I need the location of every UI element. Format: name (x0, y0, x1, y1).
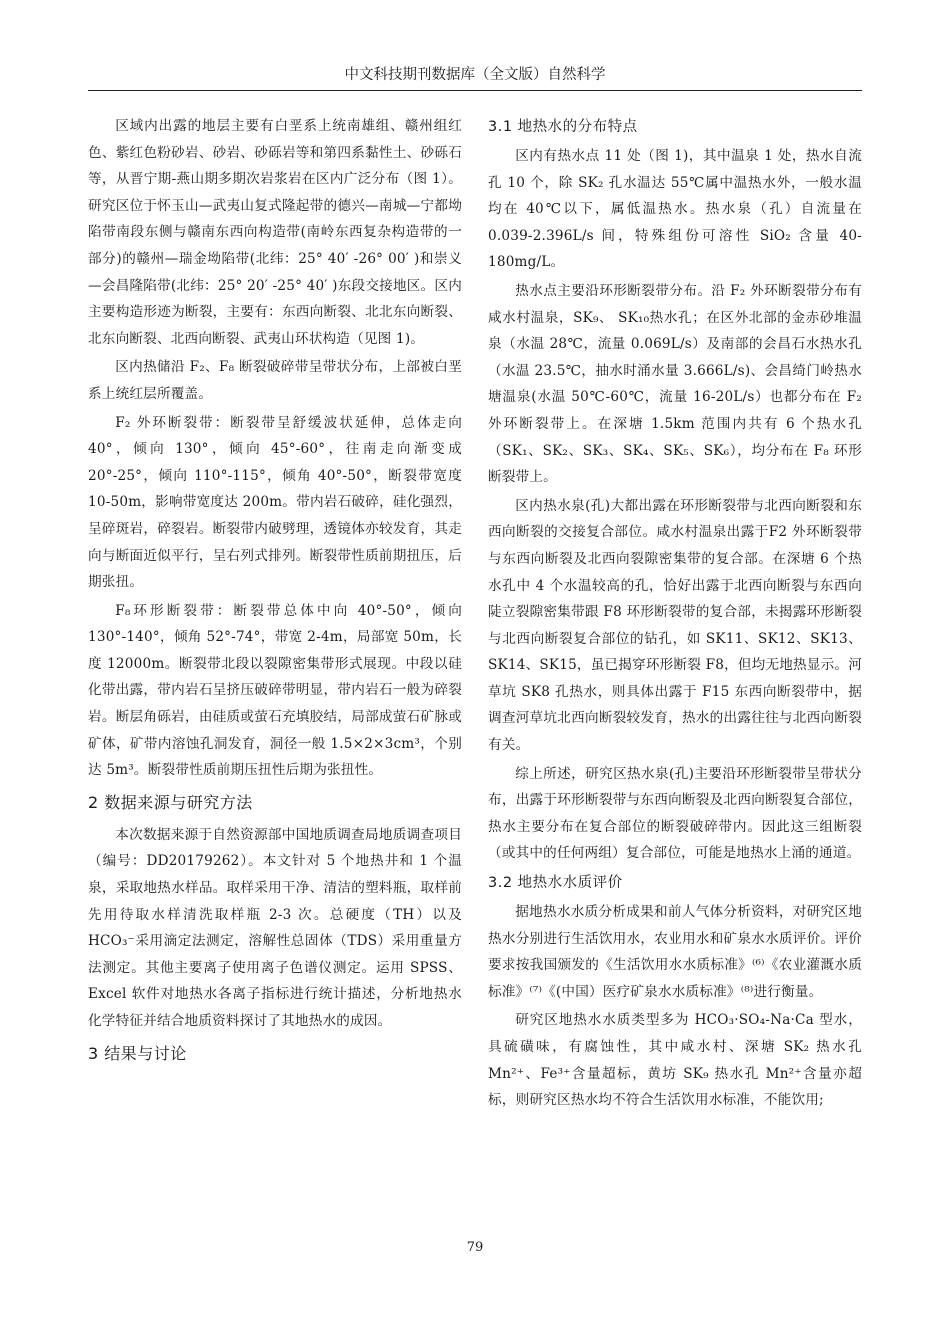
left-column (88, 113, 462, 1073)
right-column (488, 113, 862, 1116)
section-heading-data-methods: 2 数据来源与研究方法 (88, 792, 253, 812)
page-number: 79 (466, 1240, 484, 1255)
paragraph-f2-fault: F₂ 外环断裂带：断裂带呈舒缓波状延伸，总体走向 40°，倾向 130°，倾向 45°-60°，往南走向渐变成 20°-25°，倾向 110°-115°，倾角 40°-50°，断裂带宽度 10-50m，影响带宽度达 200m。带内岩石破碎，硅化强烈，呈碎斑岩，碎裂岩。断裂带内破劈理，透镜体亦较发育，其走向与断面近似平行，呈右列式排列。断裂带性质前期扭压，后期张扭。 (88, 414, 462, 591)
paragraph-thermal-storage: 区内热储沿 F₂、F₈ 断裂破碎带呈带状分布，上部被白垩系上统红层所覆盖。 (88, 359, 462, 402)
subsection-heading-distribution: 3.1 地热水的分布特点 (488, 119, 638, 135)
subsection-heading-water-quality: 3.2 地热水水质评价 (488, 875, 623, 892)
paragraph-fault-intersections: 区内热水泉(孔)大都出露在环形断裂带与北西向断裂和东西向断裂的交接复合部位。咸水村温泉出露于F2 外环断裂带与东西向断裂及北西向裂隙密集带的复合部。在深塘 6 个热水孔中 4 个水温较高的孔，恰好出露于北西向断裂与东西向陡立裂隙密集带跟 F8 环形断裂带的复合部，未揭露环形断裂与北西向断裂复合部位的钻孔，如 SK11、SK12、SK13、SK14、SK15，虽已揭穿环形断裂 F8，但均无地热显示。河草坑 SK8 孔热水，则具体出露于 F15 东西向断裂带中，据调查河草坑北西向断裂较发育，热水的出露往往与北西向断裂有关。 (488, 497, 863, 754)
section-heading-results: 3 结果与讨论 (88, 1043, 187, 1063)
paragraph-f8-fault: F₈环形断裂带：断裂带总体中向 40°-50°，倾向 130°-140°，倾角 52°-74°，带宽 2-4m，局部宽 50m，长度 12000m。断裂带北段以裂隙密集带形式展现。中段以硅化带出露，带内岩石呈挤压破碎带明显，带内岩石一般为碎裂岩。断层角砾岩，由硅质或萤石充填胶结，局部成萤石矿脉或矿体，矿带内溶蚀孔洞发育，洞径一般 1.5×2×3cm³，个别达 5m³。断裂带性质前期压扭性后期为张扭性。 (88, 602, 462, 779)
journal-header: 中文科技期刊数据库（全文版）自然科学 (88, 60, 862, 91)
paragraph-strata: 区域内出露的地层主要有白垩系上统南雄组、赣州组红色、紫红色粉砂岩、砂岩、砂砾岩等和第四系黏性土、砂砾石等，从晋宁期-燕山期多期次岩浆岩在区内广泛分布（图 1）。研究区位于怀玉山—武夷山复式隆起带的德兴—南城—宁都坳陷带南段东侧与赣南东西向构造带(南岭东西复杂构造带的一部分)的赣州—瑞金坳陷带(北纬：25° 40′ -26° 00′ )和崇义—会昌隆陷带(北纬：25° 20′ -25° 40′ )东段交接地区。区内主要构造形迹为断裂，主要有：东西向断裂、北北东向断裂、北东向断裂、北西向断裂、武夷山环状构造（见图 1)。 (88, 118, 462, 347)
paragraph-evaluation-standards: 据地热水水质分析成果和前人气体分析资料，对研究区地热水分别进行生活饮用水，农业用水和矿泉水水质评价。评价要求按我国颁发的《生活饮用水水质标准》⁽⁶⁾《农业灌溉水质标准》⁽⁷⁾《(中国）医疗矿泉水水质标准》⁽⁸⁾进行衡量。 (488, 904, 862, 1000)
paragraph-data-source: 本次数据来源于自然资源部中国地质调查局地质调查项目（编号：DD20179262）。本文针对 5 个地热井和 1 个温泉，采取地热水样品。取样采用干净、清洁的塑料瓶，取样前先用待取水样清洗取样瓶 2-3 次。总硬度（TH）以及 HCO₃⁻采用滴定法测定，溶解性总固体（TDS）采用重量方法测定。其他主要离子使用离子色谱仪测定。运用 SPSS、Excel 软件对地热水各离子指标进行统计描述，分析地热水化学特征并结合地质资料探讨了其地热水的成因。 (88, 826, 462, 1029)
paragraph-hot-spring-points: 区内有热水点 11 处（图 1)，其中温泉 1 处，热水自流孔 10 个，除 SK₂ 孔水温达 55℃属中温热水外，一般水温均在 40℃以下，属低温热水。热水泉（孔）自流量在 0.039-2.396L/s 间，特殊组份可溶性 SiO₂ 含量 40-180mg/L。 (488, 148, 862, 271)
paragraph-summary: 综上所述，研究区热水泉(孔)主要沿环形断裂带呈带状分布，出露于环形断裂带与东西向断裂及北西向断裂复合部位，热水主要分布在复合部位的断裂破碎带内。因此这三组断裂（或其中的任何两组）复合部位，可能是地热水上涌的通道。 (488, 765, 862, 862)
paragraph-ring-fault-distribution: 热水点主要沿环形断裂带分布。沿 F₂ 外环断裂带分布有咸水村温泉，SK₉、 SK₁₀热水孔；在区外北部的金赤砂堆温泉（水温 28℃，流量 0.069L/s）及南部的会昌石水热水孔（水温 23.5℃，抽水时涌水量 3.666L/s)、会昌绮门岭热水塘温泉(水温 50℃-60℃，流量 16-20L/s）也都分布在 F₂ 外环断裂带上。在深塘 1.5km 范围内共有 6 个热水孔（SK₁、SK₂、SK₃、SK₄、SK₅、SK₆），均分布在 F₈ 环形断裂带上。 (488, 282, 862, 486)
paragraph-water-type: 研究区地热水水质类型多为 HCO₃·SO₄-Na·Ca 型水，具硫磺味，有腐蚀性，其中咸水村、深塘 SK₂ 热水孔 Mn²⁺、Fe³⁺含量超标，黄坊 SK₉ 热水孔 Mn²⁺含量亦超标，则研究区热水均不符合生活饮用水标准，不能饮用; (488, 1012, 862, 1109)
